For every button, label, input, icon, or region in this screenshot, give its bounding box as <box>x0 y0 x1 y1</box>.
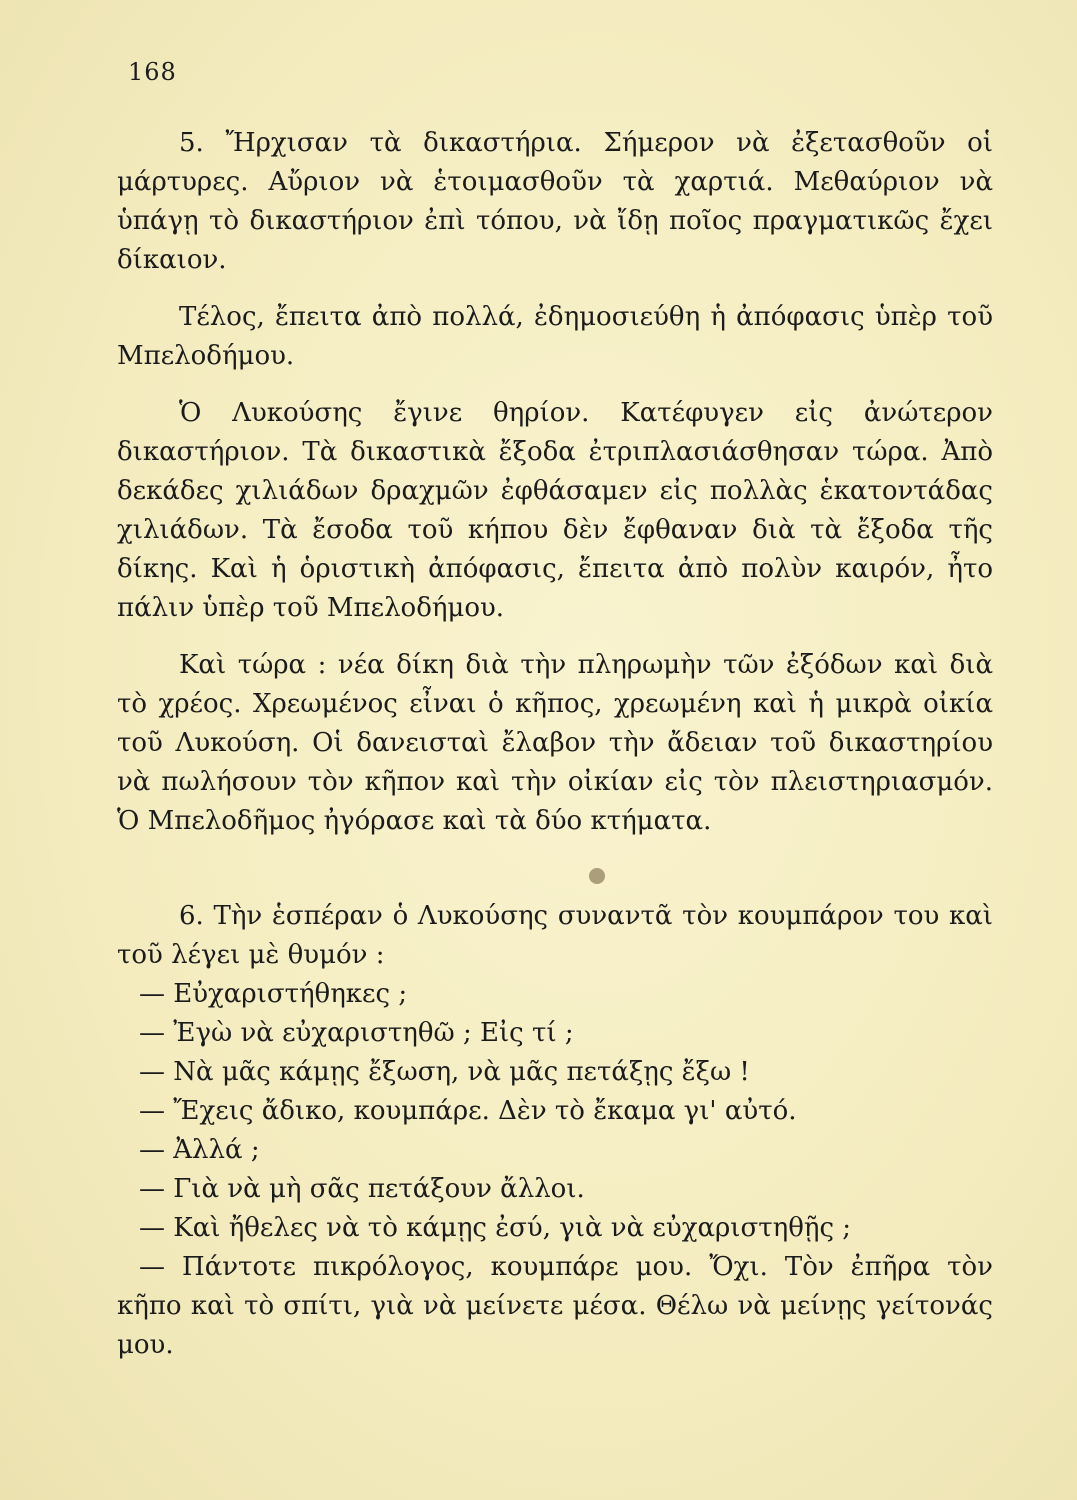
dialogue-line: — Καὶ ἤθελες νὰ τὸ κάμῃς ἐσύ, γιὰ νὰ εὐχαριστηθῇς ; <box>139 1213 852 1243</box>
dialogue-line: — Γιὰ νὰ μὴ σᾶς πετάξουν ἄλλοι. <box>139 1174 585 1204</box>
dialogue-line: — Πάντοτε πικρόλογος, κουμπάρε μου. Ὄχι. Τὸν ἐπῆρα τὸν κῆπο καὶ τὸ σπίτι, γιὰ νὰ μείνετε μέσα. Θέλω νὰ μείνῃς γείτονάς μου. <box>117 1252 993 1360</box>
page-number: 168 <box>128 58 177 86</box>
section-ornament <box>589 868 605 884</box>
paragraph-new-trial: Καὶ τώρα : νέα δίκη διὰ τὴν πληρωμὴν τῶν ἐξόδων καὶ διὰ τὸ χρέος. Χρεωμένος εἶναι ὁ κῆπος, χρεωμένη καὶ ἡ μικρὰ οἰκία τοῦ Λυκούση. Οἱ δανεισταὶ ἔλαβον τὴν ἄδειαν τοῦ δικαστηρίου νὰ πωλήσουν τὸν κῆπον καὶ τὴν οἰκίαν εἰς τὸν πλειστηριασμόν. Ὁ Μπελοδῆμος ἠγόρασε καὶ τὰ δύο κτήματα. <box>117 650 993 836</box>
dialogue-line: — Ἐγὼ νὰ εὐχαριστηθῶ ; Εἰς τί ; <box>139 1018 574 1048</box>
paragraph-6: 6. Τὴν ἑσπέραν ὁ Λυκούσης συναντᾶ τὸν κουμπάρον του καὶ τοῦ λέγει μὲ θυμόν : <box>117 901 993 970</box>
paragraph-decision: Τέλος, ἔπειτα ἀπὸ πολλά, ἐδημοσιεύθη ἡ ἀπόφασις ὑπὲρ τοῦ Μπελοδήμου. <box>117 302 993 371</box>
paragraph-lykousis: Ὁ Λυκούσης ἔγινε θηρίον. Κατέφυγεν εἰς ἀνώτερον δικαστήριον. Τὰ δικαστικὰ ἔξοδα ἐτριπλασιάσθησαν τώρα. Ἀπὸ δεκάδες χιλιάδων δραχμῶν ἐφθάσαμεν εἰς πολλὰς ἑκατοντάδας χιλιάδων. Τὰ ἔσοδα τοῦ κήπου δὲν ἔφθαναν διὰ τὰ ἔξοδα τῆς δίκης. Καὶ ἡ ὁριστικὴ ἀπόφασις, ἔπειτα ἀπὸ πολὺν καιρόν, ἦτο πάλιν ὑπὲρ τοῦ Μπελοδήμου. <box>117 398 993 623</box>
dialogue-line: — Νὰ μᾶς κάμῃς ἔξωση, νὰ μᾶς πετάξῃς ἔξω ! <box>139 1057 750 1087</box>
dialogue-line: — Ἔχεις ἄδικο, κουμπάρε. Δὲν τὸ ἔκαμα γι' αὐτό. <box>139 1096 797 1126</box>
dialogue-line: — Εὐχαριστήθηκες ; <box>139 979 408 1009</box>
paragraph-5: 5. Ἤρχισαν τὰ δικαστήρια. Σήμερον νὰ ἐξετασθοῦν οἱ μάρτυρες. Αὔριον νὰ ἑτοιμασθοῦν τὰ χαρτιά. Μεθαύριον νὰ ὑπάγῃ τὸ δικαστήριον ἐπὶ τόπου, νὰ ἴδῃ ποῖος πραγματικῶς ἔχει δίκαιον. <box>117 128 993 275</box>
dialogue-line: — Ἀλλά ; <box>139 1135 260 1165</box>
page-body <box>117 124 993 1365</box>
